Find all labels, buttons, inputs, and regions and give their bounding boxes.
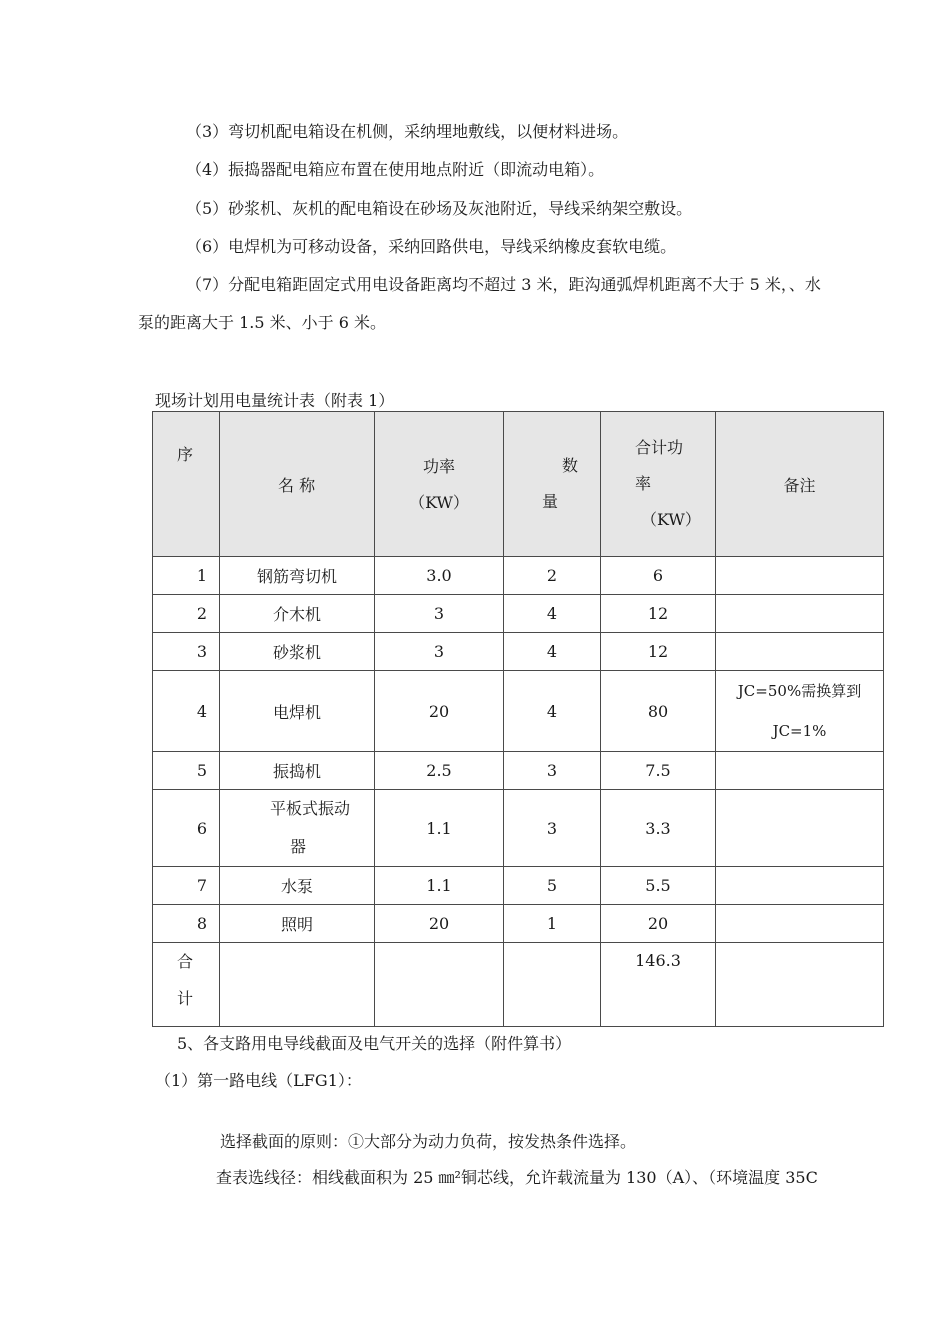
- cell-name: 振捣机: [220, 752, 375, 790]
- table-row: [153, 867, 884, 905]
- table-caption: 现场计划用电量统计表（附表 1）: [155, 391, 395, 410]
- cell-seq: 7: [153, 867, 220, 905]
- cell-name: 砂浆机: [220, 633, 375, 671]
- cell-power: 1.1: [375, 867, 504, 905]
- cell-power: 20: [375, 905, 504, 943]
- cell-total: 12: [601, 595, 716, 633]
- header-qty: 数 量: [504, 412, 601, 557]
- cell-qty: 1: [504, 905, 601, 943]
- cell-power: 3: [375, 595, 504, 633]
- table-row: [153, 671, 884, 752]
- cell-qty: 4: [504, 633, 601, 671]
- table-row: [153, 595, 884, 633]
- cell-total: 80: [601, 671, 716, 752]
- cell-name: 照明: [220, 905, 375, 943]
- table-row: [153, 752, 884, 790]
- table-row: [153, 557, 884, 595]
- section-5-heading: 5、各支路用电导线截面及电气开关的选择（附件算书）: [177, 1034, 572, 1053]
- table-row: [153, 905, 884, 943]
- cell-seq: 6: [153, 790, 220, 867]
- table-row: [153, 633, 884, 671]
- cell-remark: [716, 595, 884, 633]
- cell-remark: [716, 752, 884, 790]
- paragraph-5: （5）砂浆机、灰机的配电箱设在砂场及灰池附近，导线采纳架空敷设。: [186, 199, 693, 218]
- cell-total: 5.5: [601, 867, 716, 905]
- paragraph-7-line2: 泵的距离大于 1.5 米、小于 6 米。: [138, 313, 386, 332]
- header-seq: 序: [153, 412, 220, 557]
- cell-sum-total: 146.3: [601, 943, 716, 1027]
- cell-total: 20: [601, 905, 716, 943]
- subsection-1-heading: （1）第一路电线（LFG1）：: [155, 1071, 362, 1090]
- cell-name: 钢筋弯切机: [220, 557, 375, 595]
- cell-power: 3: [375, 633, 504, 671]
- power-usage-table: [152, 411, 884, 1027]
- cell-seq: 4: [153, 671, 220, 752]
- cell-seq: 2: [153, 595, 220, 633]
- cell-qty: 4: [504, 595, 601, 633]
- table-header-row: [153, 412, 884, 557]
- cell-qty: 2: [504, 557, 601, 595]
- paragraph-7-line1: （7）分配电箱距固定式用电设备距离均不超过 3 米，距沟通弧焊机距离不大于 5 米，、水: [186, 275, 821, 294]
- cell-qty: 3: [504, 752, 601, 790]
- cell-name: 电焊机: [220, 671, 375, 752]
- cell-total: 3.3: [601, 790, 716, 867]
- cell-name: 平板式振动 器: [220, 790, 375, 867]
- cell-total: 7.5: [601, 752, 716, 790]
- table-row: [153, 790, 884, 867]
- header-name: 名 称: [220, 412, 375, 557]
- paragraph-selection-principle: 选择截面的原则：①大部分为动力负荷，按发热条件选择。: [220, 1132, 637, 1151]
- cell-seq: 1: [153, 557, 220, 595]
- cell-total: 12: [601, 633, 716, 671]
- paragraph-6: （6）电焊机为可移动设备，采纳回路供电，导线采纳橡皮套软电缆。: [186, 237, 677, 256]
- cell-empty: [375, 943, 504, 1027]
- cell-total: 6: [601, 557, 716, 595]
- cell-seq: 8: [153, 905, 220, 943]
- cell-power: 3.0: [375, 557, 504, 595]
- cell-name: 水泵: [220, 867, 375, 905]
- cell-remark: [716, 633, 884, 671]
- cell-qty: 4: [504, 671, 601, 752]
- cell-remark: JC=50%需换算到 JC=1%: [716, 671, 884, 752]
- cell-remark: [716, 557, 884, 595]
- cell-remark: [716, 790, 884, 867]
- paragraph-3: （3）弯切机配电箱设在机侧，采纳埋地敷线，以便材料进场。: [186, 122, 629, 141]
- header-power: 功率 （KW）: [375, 412, 504, 557]
- cell-power: 20: [375, 671, 504, 752]
- paragraph-4: （4）振捣器配电箱应布置在使用地点附近（即流动电箱）。: [186, 160, 605, 179]
- cell-qty: 5: [504, 867, 601, 905]
- cell-sum-label: 合 计: [153, 943, 220, 1027]
- paragraph-wire-lookup: 查表选线径：相线截面积为 25 ㎜²铜芯线，允许载流量为 130（A）、（环境温度 35C: [216, 1168, 818, 1187]
- cell-seq: 3: [153, 633, 220, 671]
- cell-qty: 3: [504, 790, 601, 867]
- cell-seq: 5: [153, 752, 220, 790]
- cell-power: 2.5: [375, 752, 504, 790]
- table-sum-row: [153, 943, 884, 1027]
- cell-power: 1.1: [375, 790, 504, 867]
- cell-remark: [716, 905, 884, 943]
- cell-empty: [504, 943, 601, 1027]
- cell-empty: [716, 943, 884, 1027]
- cell-empty: [220, 943, 375, 1027]
- cell-remark: [716, 867, 884, 905]
- header-remark: 备注: [716, 412, 884, 557]
- header-total-power: 合计功 率 （KW）: [601, 412, 716, 557]
- cell-name: 介木机: [220, 595, 375, 633]
